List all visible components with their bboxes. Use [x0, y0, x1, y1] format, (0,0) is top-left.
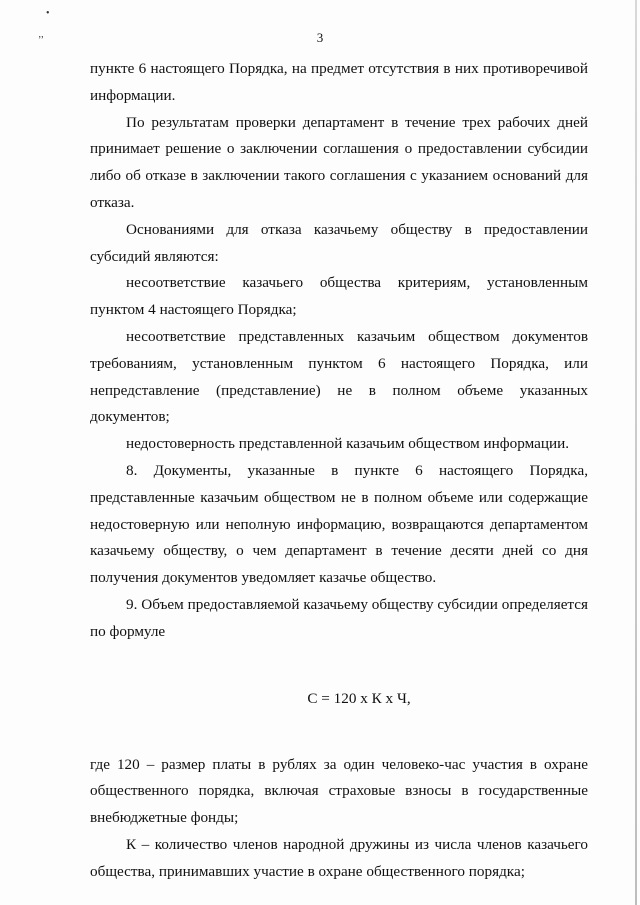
paragraph: К – количество членов народной дружины из числа членов казачьего общества, принимавших участие в охране общественного порядка; — [90, 835, 588, 880]
paragraph: несоответствие представленных казачьим обществом документов требованиям, установленным пунктом 6 настоящего Порядка, или непредставление (представление) не в полном объеме указанных документов; — [90, 327, 588, 426]
page-number: 3 — [316, 30, 324, 45]
paragraph: несоответствие казачьего общества критериям, установленным пунктом 4 настоящего Порядка; — [90, 274, 588, 319]
paragraph: где 120 – размер платы в рублях за один человеко-час участия в охране общественного порядка, включая страховые взносы в государственные внебюджетные фонды; — [90, 755, 588, 827]
margin-mark: • — [46, 8, 50, 19]
margin-mark: ’’ — [38, 35, 44, 46]
paragraph: 8. Документы, указанные в пункте 6 настоящего Порядка, представленные казачьим обществом не в полном объеме или содержащие недостоверную или неполную информацию, возвращаются департаментом казачьему обществу, о чем департамент в течение десяти дней со дня получения документов уведомляет казачье общество. — [90, 461, 588, 587]
paragraph: По результатам проверки департамент в течение трех рабочих дней принимает решение о заключении соглашения о предоставлении субсидии либо об отказе в заключении такого соглашения с указанием оснований для отказа. — [90, 113, 588, 211]
formula: С = 120 х К х Ч, — [307, 689, 411, 707]
paragraph: 9. Объем предоставляемой казачьему обществу субсидии определяется по формуле — [90, 595, 588, 640]
paragraph: недостоверность представленной казачьим обществом информации. — [126, 435, 570, 453]
paragraph: Основаниями для отказа казачьему обществу в предоставлении субсидий являются: — [90, 220, 588, 265]
scan-edge-line — [635, 0, 637, 905]
document-body — [90, 56, 588, 886]
paragraph: пункте 6 настоящего Порядка, на предмет отсутствия в них противоречивой информации. — [90, 60, 588, 104]
